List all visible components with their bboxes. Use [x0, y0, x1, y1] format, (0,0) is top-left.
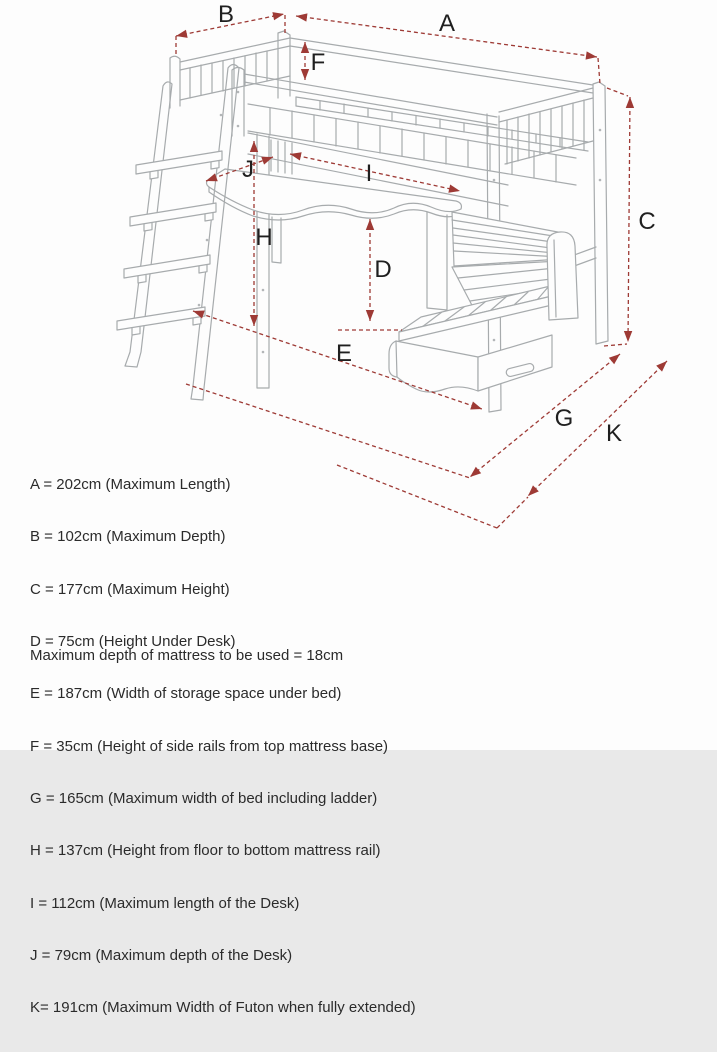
dim-label-i: I	[365, 160, 373, 187]
legend-item: C = 177cm (Maximum Height)	[30, 580, 230, 598]
dim-label-e: E	[335, 340, 353, 367]
legend-item: H = 137cm (Height from floor to bottom mattress rail)	[30, 842, 381, 860]
dim-label-c: C	[638, 208, 656, 235]
legend-item: J = 79cm (Maximum depth of the Desk)	[30, 947, 293, 964]
legend-item: F = 35cm (Height of side rails from top mattress base)	[30, 737, 389, 755]
legend	[30, 441, 670, 1052]
dim-label-a: A	[438, 10, 456, 37]
futon	[389, 212, 578, 392]
dim-label-g: G	[554, 405, 574, 432]
dim-label-h: H	[255, 224, 273, 251]
dim-label-j: J	[242, 156, 254, 183]
mattress-note: Maximum depth of mattress to be used = 18cm	[30, 647, 344, 664]
legend-item: A = 202cm (Maximum Length)	[30, 475, 231, 493]
futon-armrest	[547, 232, 578, 320]
legend-item: E = 187cm (Width of storage space under bed)	[30, 685, 342, 703]
legend-item: D = 75cm (Height Under Desk)	[30, 632, 236, 650]
ladder	[117, 65, 239, 401]
dim-label-d: D	[374, 256, 392, 283]
dim-label-b: B	[217, 1, 235, 28]
legend-item: G = 165cm (Maximum width of bed including ladder)	[30, 789, 378, 807]
legend-item: I = 112cm (Maximum length of the Desk)	[30, 894, 300, 912]
dim-label-f: F	[310, 49, 326, 76]
dim-label-k: K	[605, 420, 623, 447]
legend-item: K= 191cm (Maximum Width of Futon when fully extended)	[30, 999, 416, 1017]
legend-item: B = 102cm (Maximum Depth)	[30, 528, 226, 546]
